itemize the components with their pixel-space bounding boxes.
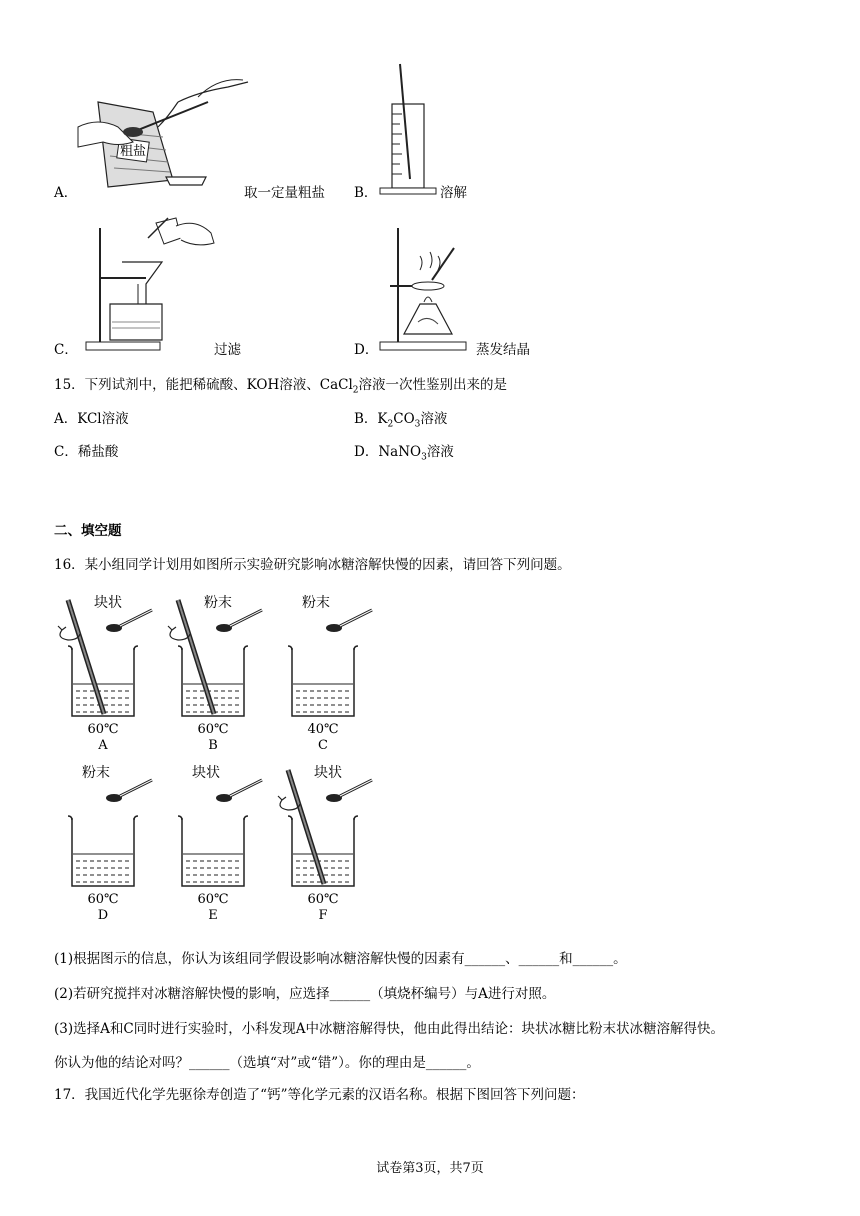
option-letter: C． (54, 342, 78, 358)
option-caption: 蒸发结晶 (476, 342, 530, 358)
temperature-label: 40℃ (307, 722, 339, 737)
option-caption: 溶解 (440, 185, 467, 201)
solid-form-label: 块状 (314, 765, 342, 781)
temperature-label: 60℃ (87, 722, 119, 737)
option-caption: 取一定量粗盐 (244, 185, 325, 201)
q15-stem: 15．下列试剂中，能把稀硫酸、KOH溶液、CaCl$_2$溶液一次性鉴别出来的是 (54, 377, 508, 396)
temperature-label: 60℃ (197, 722, 229, 737)
beaker-c (268, 592, 368, 762)
q16-sub1: (1)根据图示的信息，你认为该组同学假设影响冰糖溶解快慢的因素有______、______和______。 (54, 951, 627, 967)
q16-sub3a: (3)选择A和C同时进行实验时，小科发现A中冰糖溶解得快，他由此得出结论：块状冰糖比粉末状冰糖溶解得快。 (54, 1021, 724, 1037)
solid-form-label: 块状 (192, 765, 220, 781)
option-letter: D． (354, 342, 379, 358)
temperature-label: 60℃ (307, 892, 339, 907)
evaporation-figure (380, 224, 470, 354)
solid-form-label: 粉末 (302, 595, 330, 611)
beaker-letter-label: B (208, 738, 218, 753)
solid-form-label: 块状 (94, 595, 122, 611)
q15-option-d: D．NaNO$_3$溶液 (354, 444, 454, 463)
beaker-d (48, 762, 148, 932)
beaker-letter-label: F (318, 908, 328, 923)
beaker-letter-label: E (208, 908, 218, 923)
q15-option-a: A．KCl溶液 (54, 411, 129, 427)
solid-form-label: 粉末 (204, 595, 232, 611)
beaker-e (158, 762, 258, 932)
beaker-f (268, 762, 368, 932)
filtration-figure (86, 218, 216, 354)
beaker-letter-label: C (318, 738, 328, 753)
beaker-a (48, 592, 148, 762)
q16-sub3b: 你认为他的结论对吗？______（选填“对”或“错”）。你的理由是______。 (54, 1055, 480, 1071)
option-caption: 过滤 (214, 342, 241, 358)
beaker-letter-label: D (97, 908, 109, 923)
section-title: 二、填空题 (54, 523, 122, 539)
q15-option-c: C．稀盐酸 (54, 444, 119, 460)
solid-form-label: 粉末 (82, 765, 110, 781)
q15-option-b: B．$K_2CO_3$溶液 (354, 411, 448, 430)
crude-salt-figure (78, 72, 248, 192)
option-letter: A． (54, 185, 78, 201)
bottle-label: 粗盐 (120, 144, 147, 159)
beaker-letter-label: A (98, 738, 108, 753)
beaker-b (158, 592, 258, 762)
q17-stem: 17．我国近代化学先驱徐寿创造了“钙”等化学元素的汉语名称。根据下图回答下列问题： (54, 1087, 585, 1103)
temperature-label: 60℃ (197, 892, 229, 907)
temperature-label: 60℃ (87, 892, 119, 907)
q16-sub2: (2)若研究搅拌对冰糖溶解快慢的影响，应选择______（填烧杯编号）与A进行对照。 (54, 986, 556, 1002)
option-letter: B． (354, 185, 378, 201)
page-footer: 试卷第3页，共7页 (376, 1161, 484, 1176)
q16-stem: 16．某小组同学计划用如图所示实验研究影响冰糖溶解快慢的因素，请回答下列问题。 (54, 557, 571, 573)
graduated-cylinder-figure (380, 64, 440, 196)
